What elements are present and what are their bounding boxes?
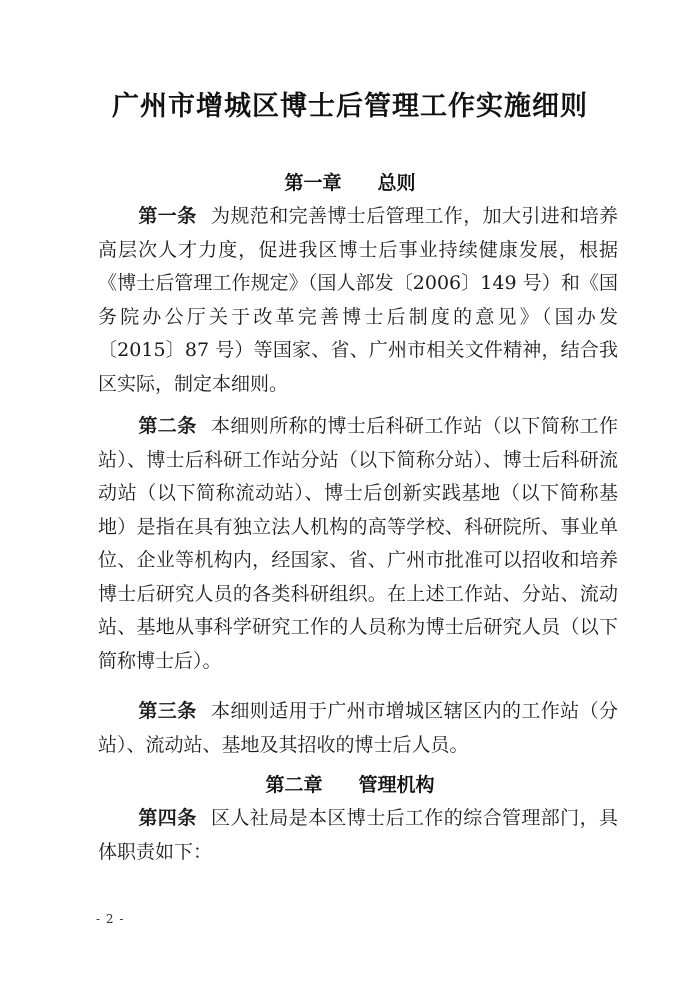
chapter-heading-2 [0,770,700,797]
article-lead: 第二条 [138,415,197,437]
article-text: 区人社局是本区博士后工作的综合管理部门，具体职责如下： [98,807,618,863]
page-number: - 2 - [96,912,125,926]
article-lead: 第一条 [138,205,197,227]
article-text: 本细则所称的博士后科研工作站（以下简称工作站）、博士后科研工作站分站（以下简称分站）、博士后科研流动站（以下简称流动站）、博士后创新实践基地（以下简称基地）是指在具有独立法人机构的高等学校、科研院所、事业单位、企业等机构内，经国家、省、广州市批准可以招收和培养博士后研究人员的各类科研组织。在上述工作站、分站、流动站、基地从事科学研究工作的人员称为博士后研究人员（以下简称博士后）。 [98,415,618,672]
article-4 [98,802,618,869]
chapter-label: 第二章 [265,774,323,796]
chapter-name: 总则 [377,172,416,194]
chapter-heading-1 [0,168,700,195]
chapter-name: 管理机构 [358,774,435,796]
article-text: 本细则适用于广州市增城区辖区内的工作站（分站）、流动站、基地及其招收的博士后人员。 [98,700,618,756]
article-lead: 第四条 [138,807,197,829]
article-1 [98,200,618,401]
article-lead: 第三条 [138,700,197,722]
document-title: 广州市增城区博士后管理工作实施细则 [112,91,588,122]
article-2 [98,410,618,678]
article-text: 为规范和完善博士后管理工作，加大引进和培养高层次人才力度，促进我区博士后事业持续健康发展，根据《博士后管理工作规定》（国人部发〔2006〕149 号）和《国务院办公厅关于改革完善博士后制度的意见》（国办发〔2015〕87 号）等国家、省、广州市相关文件精神，结合我区实际，制定本细则。 [98,205,618,395]
article-3 [98,695,618,762]
chapter-label: 第一章 [284,172,342,194]
